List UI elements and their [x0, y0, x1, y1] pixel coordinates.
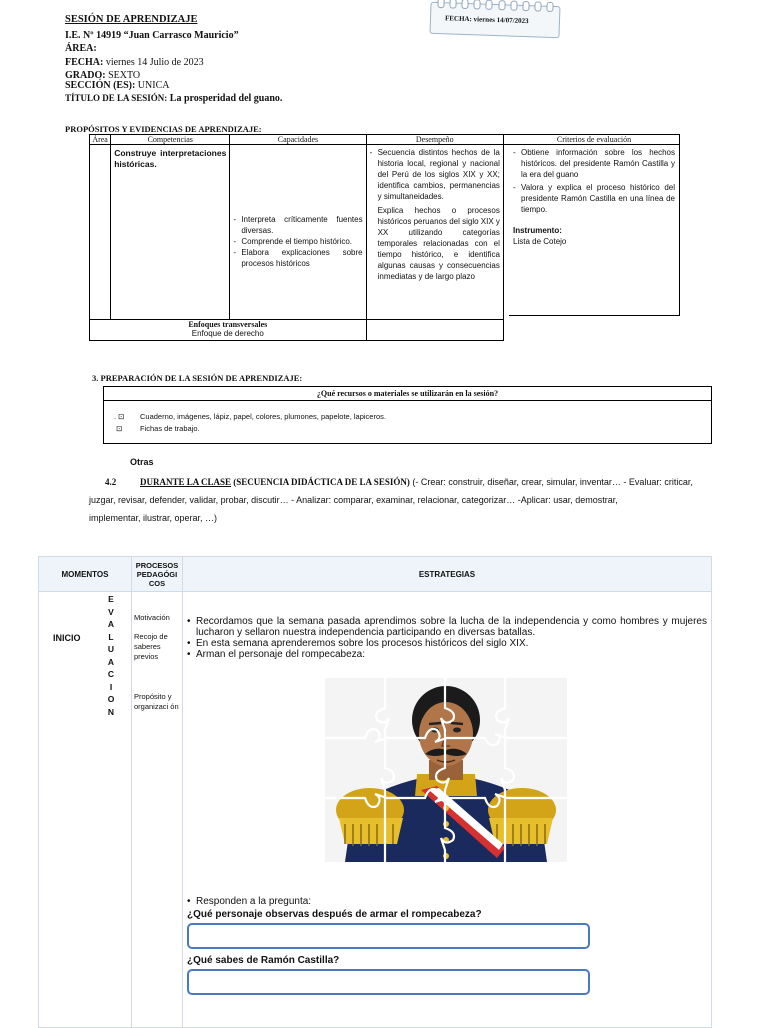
evaluacion-letter: O [107, 694, 115, 704]
evaluacion-letter: A [107, 619, 115, 629]
otras-label: Otras [130, 457, 154, 467]
area-cell [90, 145, 111, 320]
preparacion-heading: 3. PREPARACIÓN DE LA SESIÓN DE APRENDIZAJE: [92, 373, 303, 383]
titulo-label: TÍTULO DE LA SESIÓN: [65, 93, 168, 103]
durante-line2: juzgar, revisar, defender, validar, probar, discutir… - Analizar: comparar, examinar, relacionar, categorizar… -Aplicar: usar, demostrar, [89, 495, 618, 505]
competencia-text: Construye interpretaciones históricas. [114, 148, 227, 169]
momentos-table [38, 556, 712, 1028]
resources-box [103, 386, 712, 444]
enfoques-cell [90, 320, 367, 341]
note-rings [437, 0, 553, 10]
evaluacion-letter: E [108, 594, 114, 604]
evaluacion-vertical [105, 593, 117, 718]
session-title: SESIÓN DE APRENDIZAJE [65, 14, 198, 25]
instrumento-value: Lista de Cotejo [513, 237, 567, 246]
fecha-value: viernes 14 Julio de 2023 [103, 57, 204, 68]
estrategia-item: • Recordamos que la semana pasada aprendimos sobre la lucha de la independencia y como hombres y mujeres lucharon y sellaron nuestra independencia participando en diversas batallas. [187, 616, 707, 638]
evaluacion-letter: U [107, 644, 115, 654]
date-note-text: FECHA: viernes 14/07/2023 [444, 14, 529, 26]
propositos-table [89, 134, 510, 341]
competencia-cell [111, 145, 230, 320]
evaluacion-letter: N [107, 706, 115, 717]
answer-field-1[interactable] [187, 923, 590, 949]
instrumento-label: Instrumento: [513, 226, 562, 235]
evaluacion-letter: I [109, 681, 113, 692]
propositos-heading: PROPÓSITOS Y EVIDENCIAS DE APRENDIZAJE: [65, 124, 262, 134]
answer-field-2[interactable] [187, 969, 590, 995]
col-capacidades: Capacidades [230, 135, 366, 145]
estrategia-item: • En esta semana aprenderemos sobre los procesos históricos del siglo XIX. [187, 638, 707, 649]
col-competencias: Competencias [111, 135, 230, 145]
inicio-label: INICIO [53, 633, 81, 643]
question-2: ¿Qué sabes de Ramón Castilla? [187, 955, 340, 966]
proceso-recojo: Recojo de saberes previos [134, 632, 168, 661]
date-line [65, 56, 282, 69]
header [65, 13, 282, 105]
area-label: ÁREA: [65, 43, 97, 54]
desempeno-item: Explica hechos o procesos históricos peruanos del siglo XIX y XX utilizando categorías temporales relacionadas con el tiempo histórico, e identifica algunas causas y consecuencias inmediatas y de largo plazo [377, 206, 500, 281]
resource-item: . ⊡ Cuaderno, imágenes, lápiz, papel, colores, plumones, papelote, lapiceros. [114, 412, 386, 421]
enfoques-title: Enfoques transversales [188, 320, 268, 329]
durante-line3: implementar, ilustrar, operar, …) [89, 513, 218, 523]
seccion-value: UNICA [135, 80, 170, 91]
desempeno-cell [366, 145, 503, 320]
evaluacion-letter: V [108, 606, 114, 617]
col-estrategias: ESTRATEGIAS [183, 557, 711, 592]
desempeno-item: - Secuencia distintos hechos de la historia local, regional y nacional del Perú de los siglos XIX y XX; identifica cambios, permanencias y simultaneidades. [370, 147, 500, 202]
estrategia-item: • Arman el personaje del rompecabeza: [187, 649, 707, 660]
capacidad-item: - Elabora explicaciones sobre procesos históricos [233, 247, 362, 269]
titulo-value: La prosperidad del guano. [167, 93, 283, 104]
durante-number: 4.2 [105, 477, 117, 487]
col-procesos: PROCESOS PEDAGÓGI COS [132, 557, 183, 592]
responden-text: • Responden a la pregunta: [187, 896, 707, 907]
resource-item: ⊡ Fichas de trabajo. [114, 424, 200, 433]
evaluacion-letter: L [108, 631, 114, 642]
fecha-label: FECHA: [65, 57, 104, 68]
enfoque-value: Enfoque de derecho [191, 329, 264, 338]
puzzle-portrait-image [325, 678, 567, 862]
section-line [65, 81, 282, 91]
checkbox-icon: ⊡ [114, 424, 123, 433]
resources-question: ¿Qué recursos o materiales se utilizarán en la sesión? [104, 387, 711, 401]
checkbox-icon: . ⊡ [114, 412, 125, 421]
evaluacion-letter: C [107, 669, 115, 679]
enfoque-empty-cell [366, 320, 503, 341]
estrategias-content [187, 616, 707, 660]
durante-title: DURANTE LA CLASE [140, 477, 232, 487]
col-criterios: Criterios de evaluación [509, 135, 679, 145]
criterio-item: - Obtiene información sobre los hechos históricos. del presidente Ramón Castilla y la era del guano [513, 147, 675, 180]
durante-section [90, 473, 710, 527]
questions-area [187, 896, 707, 995]
grado-label: GRADO: [65, 70, 106, 81]
capacidad-item: - Comprende el tiempo histórico. [233, 236, 362, 247]
capacidad-item: - Interpreta críticamente fuentes diversas. [233, 214, 362, 236]
col-momentos: MOMENTOS [39, 557, 132, 592]
criterios-column [509, 134, 680, 316]
proceso-motivacion: Motivación [134, 613, 170, 622]
grado-value: SEXTO [105, 70, 141, 81]
seccion-label: SECCIÓN (ES): [65, 80, 136, 91]
durante-subtitle: (SECUENCIA DIDÁCTICA DE LA SESIÓN) [231, 477, 410, 487]
capacidades-cell [230, 145, 366, 320]
evaluacion-letter: A [107, 656, 115, 667]
proceso-proposito: Propósito y organizaci ón [134, 692, 179, 711]
procesos-list [134, 613, 180, 712]
school-name: I.E. Nº 14919 “Juan Carrasco Mauricio” [65, 30, 239, 41]
col-desempeno: Desempeño [366, 135, 503, 145]
question-1: ¿Qué personaje observas después de armar el rompecabeza? [187, 909, 482, 920]
col-area: Área [90, 135, 111, 145]
durante-line1: (- Crear: construir, diseñar, crear, simular, inventar… - Evaluar: criticar, [409, 477, 693, 487]
criterio-item: - Valora y explica el proceso histórico del presidente Ramón Castilla en una línea de tiempo. [513, 182, 675, 215]
date-note [429, 2, 560, 39]
session-topic [65, 92, 282, 105]
